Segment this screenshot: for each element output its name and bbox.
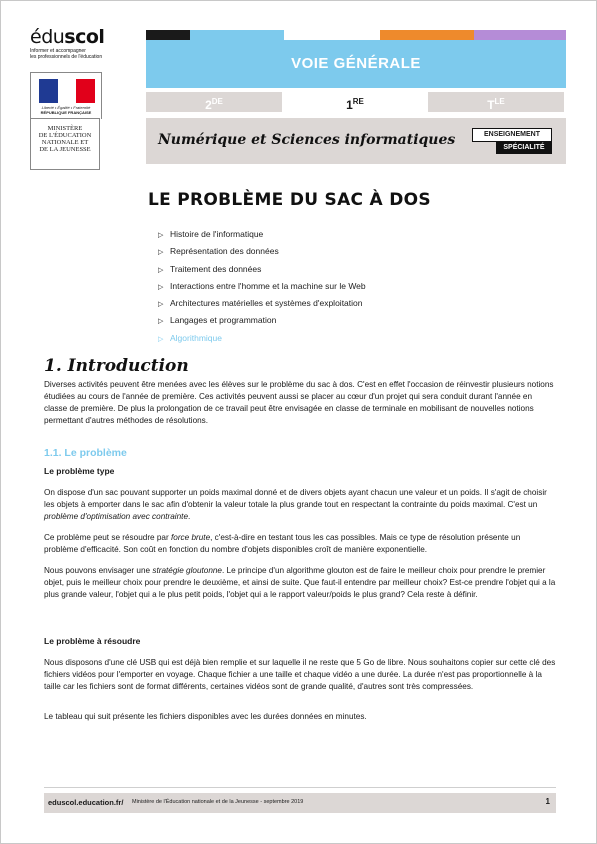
- header-color-strip-black: [146, 30, 190, 40]
- intro-paragraph: Diverses activités peuvent être menées avec les élèves sur le problème du sac à dos. C'est en effet l'occasion de réinvestir plusieurs notions étudiées au cours de l'année de première. Ces activités peuvent aussi se placer au cœur d'un projet qui sera conduit durant l'année en classe de première. De plus la prolongation de ce travail peut être envisagée en classe de terminale en mobilisant de nouvelles notions permettant d'autres méthodes de résolutions.: [44, 380, 554, 425]
- page-footer: [44, 793, 556, 813]
- footer-ministere: Ministère de l'Éducation nationale et de la Jeunesse - septembre 2019: [132, 799, 304, 805]
- theme-item: ▷ Représentation des données: [158, 243, 366, 260]
- page-number: 1: [545, 797, 550, 806]
- theme-item: ▷ Histoire de l'informatique: [158, 226, 366, 243]
- discipline-banner: [146, 118, 566, 164]
- french-flag-icon: [39, 79, 95, 103]
- header-color-strip-orange: [380, 30, 474, 40]
- level-terminale: $T^{LE}$: [428, 92, 564, 112]
- triangle-icon: ▷: [158, 266, 164, 274]
- eduscol-logo[interactable]: [30, 28, 110, 60]
- triangle-icon: ▷: [158, 249, 164, 257]
- paragraph-force-brute: Ce problème peut se résoudre par force brute, c'est-à-dire en testant tous les cas possibles. Mais ce type de résolution présente un problème d'efficacité. Son coût en fonction du nombre d'objets disponibles croît de manière exponentielle.: [44, 533, 521, 554]
- themes-list: [158, 226, 366, 347]
- footer-divider: [44, 787, 556, 788]
- header-color-strip-purple: [474, 30, 566, 40]
- ministere-label: MINISTÈRE DE L'ÉDUCATION NATIONALE ET DE LA JEUNESSE: [30, 118, 100, 170]
- level-premiere: 1RE: [287, 92, 423, 112]
- enseignement-badge: ENSEIGNEMENT: [472, 128, 552, 142]
- document-title: LE PROBLÈME DU SAC À DOS: [148, 190, 431, 210]
- triangle-icon: ▷: [158, 318, 164, 326]
- heading-probleme-type: Le problème type: [44, 466, 115, 476]
- level-seconde: 2DE: [146, 92, 282, 112]
- republique-motto: Liberté • Égalité • Fraternité RÉPUBLIQUE FRANÇAISE: [40, 105, 92, 115]
- triangle-icon: ▷: [158, 283, 164, 291]
- theme-item: ▷ Traitement des données: [158, 261, 366, 278]
- eduscol-brand: éduscol: [30, 26, 105, 48]
- eduscol-tagline: Informer et accompagner les professionnels de l'éducation: [30, 48, 103, 60]
- subsection-heading-probleme: 1.1. Le problème: [44, 447, 127, 459]
- paragraph-probleme-type: On dispose d'un sac pouvant supporter un poids maximal donné et de divers objets ayant chacun une valeur et un poids. Il s'agit de choisir les objets à emporter dans le sac afin d'obtenir la valeur totale la plus grande tout en respectant la contrainte du poids maximal. C'est un problème d'optimisation avec contrainte.: [44, 488, 547, 521]
- voie-banner: VOIE GÉNÉRALE: [146, 40, 566, 88]
- theme-item: ▷ Langages et programmation: [158, 312, 366, 329]
- discipline-name: Numérique et Sciences informatiques: [158, 132, 456, 148]
- paragraph-cle-usb: Nous disposons d'une clé USB qui est déjà bien remplie et sur laquelle il ne reste que 5 Go de libre. Nous souhaitons copier sur cette clé des fichiers vidéos pour l'emporter en voyage. Chaque fichier a une taille et chaque vidéo a une durée. La durée n'est pas proportionnelle à la taille car les fichiers sont de format différents, certaines vidéos sont de grande qualité, d'autres sont très compressées.: [44, 658, 556, 691]
- paragraph-strategie-gloutonne: Nous pouvons envisager une stratégie gloutonne. Le principe d'un algorithme glouton est de faire le meilleur choix pour prendre le premier objet, puis le meilleur choix pour prendre le deuxième, et ainsi de suite. Que faut-il entendre par meilleur choix? Est-ce prendre l'objet qui a la plus grande valeur, l'objet qui a le plus petit poids, l'objet qui a le rapport valeur/poids le plus grand? Cela reste à définir.: [44, 566, 556, 599]
- heading-probleme-a-resoudre: Le problème à résoudre: [44, 636, 141, 646]
- triangle-icon: ▷: [158, 232, 164, 239]
- theme-item: ▷ Architectures matérielles et systèmes d'exploitation: [158, 295, 366, 312]
- triangle-icon: ▷: [158, 335, 164, 343]
- section-heading-introduction: 1. Introduction: [44, 356, 189, 376]
- specialite-badge: SPÉCIALITÉ: [496, 142, 552, 154]
- theme-item: ▷ Interactions entre l'homme et la machine sur le Web: [158, 278, 366, 295]
- footer-site-link[interactable]: eduscol.education.fr/: [48, 798, 124, 807]
- republique-francaise-logo: [30, 72, 102, 119]
- triangle-icon: ▷: [158, 301, 164, 309]
- header-color-strip-blue: [190, 30, 284, 40]
- paragraph-tableau: Le tableau qui suit présente les fichiers disponibles avec les durées données en minutes.: [44, 712, 367, 721]
- theme-item-current: ▷ Algorithmique: [158, 330, 366, 347]
